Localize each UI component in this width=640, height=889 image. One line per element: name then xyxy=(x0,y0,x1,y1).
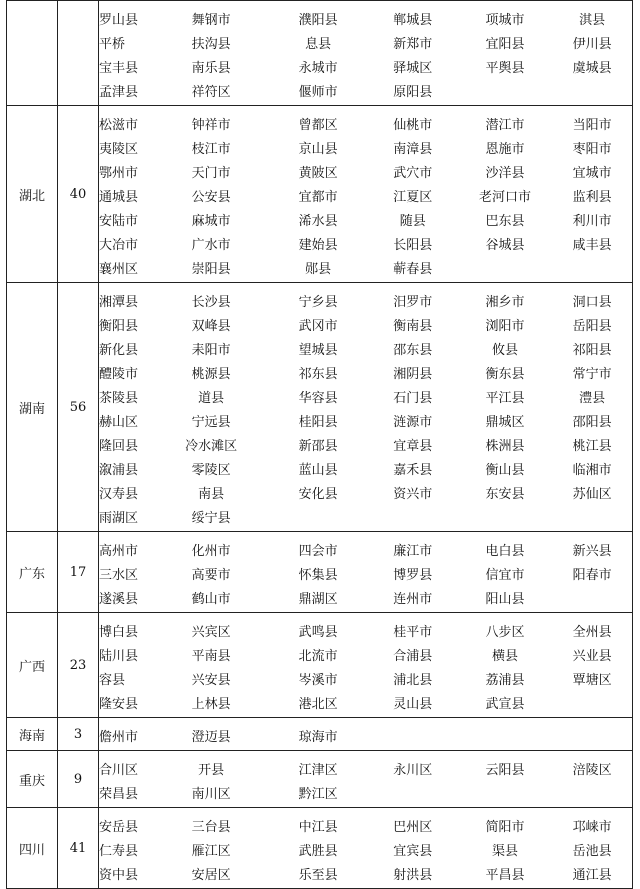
county-name: 枝江市 xyxy=(191,141,231,157)
county-name: 平舆县 xyxy=(485,60,525,76)
county-table xyxy=(6,0,633,889)
county-name: 洞口县 xyxy=(572,294,612,310)
county-name: 鼎城区 xyxy=(485,414,525,430)
county-name: 黔江区 xyxy=(298,786,338,802)
county-name: 淇县 xyxy=(579,12,606,28)
province-name: 湖南 xyxy=(7,283,58,532)
county-name: 新化县 xyxy=(99,342,139,358)
province-name: 广东 xyxy=(7,532,58,613)
county-name: 常宁市 xyxy=(572,366,612,382)
county-name: 崇阳县 xyxy=(191,261,231,277)
county-name: 武胜县 xyxy=(298,843,338,859)
county-name: 鹤山市 xyxy=(191,591,231,607)
county-name: 偃师市 xyxy=(298,84,338,100)
county-list xyxy=(99,106,633,283)
county-line xyxy=(99,618,632,642)
county-name: 阳山县 xyxy=(485,591,525,607)
county-name: 项城市 xyxy=(485,12,525,28)
county-name: 资中县 xyxy=(99,867,139,883)
county-line xyxy=(99,312,632,336)
county-name: 江津区 xyxy=(298,762,338,778)
county-count: 41 xyxy=(58,808,99,889)
county-name: 株洲县 xyxy=(485,438,525,454)
county-name: 利川市 xyxy=(572,213,612,229)
county-name: 澄迈县 xyxy=(191,729,231,745)
county-name: 虞城县 xyxy=(572,60,612,76)
county-name: 濮阳县 xyxy=(298,12,338,28)
county-name: 浠水县 xyxy=(298,213,338,229)
county-name: 三水区 xyxy=(99,567,139,583)
county-line xyxy=(99,384,632,408)
county-name: 兴安县 xyxy=(191,672,231,688)
county-name: 苏仙区 xyxy=(572,486,612,502)
county-name: 合浦县 xyxy=(393,648,433,664)
county-name: 安居区 xyxy=(191,867,231,883)
county-line xyxy=(99,30,632,54)
county-name: 耒阳市 xyxy=(191,342,231,358)
county-name: 宜章县 xyxy=(393,438,433,454)
county-list xyxy=(99,1,633,106)
county-name: 资兴市 xyxy=(393,486,433,502)
county-name: 南县 xyxy=(198,486,225,502)
county-name: 望城县 xyxy=(298,342,338,358)
county-name: 攸县 xyxy=(491,342,518,358)
county-name: 岑溪市 xyxy=(298,672,338,688)
county-name: 宝丰县 xyxy=(99,60,139,76)
county-name: 兴业县 xyxy=(572,648,612,664)
county-name: 涟源市 xyxy=(393,414,433,430)
county-name: 新邵县 xyxy=(298,438,338,454)
county-name: 雁江区 xyxy=(191,843,231,859)
county-name: 阳春市 xyxy=(572,567,612,583)
county-name: 澧县 xyxy=(579,390,606,406)
county-name: 冷水滩区 xyxy=(185,438,238,454)
county-name: 陆川县 xyxy=(99,648,139,664)
county-line xyxy=(99,231,632,255)
county-line xyxy=(99,408,632,432)
county-name: 江夏区 xyxy=(393,189,433,205)
county-name: 浦北县 xyxy=(393,672,433,688)
province-name: 重庆 xyxy=(7,751,58,808)
county-name: 伊川县 xyxy=(572,36,612,52)
county-count: 9 xyxy=(58,751,99,808)
county-line xyxy=(99,111,632,135)
county-name: 潜江市 xyxy=(485,117,525,133)
county-name: 通江县 xyxy=(572,867,612,883)
county-count: 3 xyxy=(58,718,99,751)
county-name: 南川区 xyxy=(191,786,231,802)
county-name: 鼎湖区 xyxy=(298,591,338,607)
county-name: 恩施市 xyxy=(485,141,525,157)
county-name: 岳池县 xyxy=(572,843,612,859)
county-name: 通城县 xyxy=(99,189,139,205)
county-line xyxy=(99,837,632,861)
county-name: 老河口市 xyxy=(478,189,531,205)
county-name: 八步区 xyxy=(485,624,525,640)
county-name: 溆浦县 xyxy=(99,462,139,478)
county-name: 高州市 xyxy=(99,543,139,559)
county-name: 衡山县 xyxy=(485,462,525,478)
county-name: 郧县 xyxy=(305,261,332,277)
province-row xyxy=(7,283,633,532)
county-name: 桂阳县 xyxy=(298,414,338,430)
county-name: 覃塘区 xyxy=(572,672,612,688)
county-line xyxy=(99,537,632,561)
county-name: 信宜市 xyxy=(485,567,525,583)
county-name: 湘潭县 xyxy=(99,294,139,310)
province-name: 海南 xyxy=(7,718,58,751)
province-row xyxy=(7,613,633,718)
county-name: 横县 xyxy=(491,648,518,664)
county-name: 涪陵区 xyxy=(572,762,612,778)
county-name: 监利县 xyxy=(572,189,612,205)
county-line xyxy=(99,360,632,384)
county-name: 琼海市 xyxy=(298,729,338,745)
county-name: 祁阳县 xyxy=(572,342,612,358)
county-line xyxy=(99,480,632,504)
county-line xyxy=(99,288,632,312)
county-name: 安岳县 xyxy=(99,819,139,835)
county-name: 长阳县 xyxy=(393,237,433,253)
county-count: 17 xyxy=(58,532,99,613)
county-name: 天门市 xyxy=(191,165,231,181)
county-name: 黄陂区 xyxy=(298,165,338,181)
county-name: 零陵区 xyxy=(191,462,231,478)
county-name: 开县 xyxy=(198,762,225,778)
county-line xyxy=(99,54,632,78)
county-count: 40 xyxy=(58,106,99,283)
county-name: 汨罗市 xyxy=(393,294,433,310)
county-name: 高要市 xyxy=(191,567,231,583)
county-name: 安化县 xyxy=(298,486,338,502)
county-name: 安陆市 xyxy=(99,213,139,229)
county-name: 港北区 xyxy=(298,696,338,712)
province-name xyxy=(7,1,58,106)
county-name: 桂平市 xyxy=(393,624,433,640)
county-name: 宜都市 xyxy=(298,189,338,205)
county-name: 祥符区 xyxy=(191,84,231,100)
county-name: 绥宁县 xyxy=(191,510,231,526)
province-row xyxy=(7,808,633,889)
province-row xyxy=(7,106,633,283)
county-line xyxy=(99,585,632,609)
county-name: 永川区 xyxy=(393,762,433,778)
county-line xyxy=(99,780,632,804)
county-line xyxy=(99,456,632,480)
county-name: 武鸣县 xyxy=(298,624,338,640)
county-name: 永城市 xyxy=(298,60,338,76)
county-name: 曾都区 xyxy=(298,117,338,133)
county-name: 南漳县 xyxy=(393,141,433,157)
county-name: 新郑市 xyxy=(393,36,433,52)
county-name: 平昌县 xyxy=(485,867,525,883)
county-name: 四会市 xyxy=(298,543,338,559)
county-name: 宜阳县 xyxy=(485,36,525,52)
county-list xyxy=(99,283,633,532)
county-name: 麻城市 xyxy=(191,213,231,229)
county-name: 遂溪县 xyxy=(99,591,139,607)
county-name: 简阳市 xyxy=(485,819,525,835)
county-name: 儋州市 xyxy=(99,729,139,745)
county-name: 湘乡市 xyxy=(485,294,525,310)
county-name: 平江县 xyxy=(485,390,525,406)
county-name: 渠县 xyxy=(491,843,518,859)
county-name: 荔浦县 xyxy=(485,672,525,688)
county-name: 南乐县 xyxy=(191,60,231,76)
county-name: 嘉禾县 xyxy=(393,462,433,478)
county-name: 京山县 xyxy=(298,141,338,157)
county-name: 松滋市 xyxy=(99,117,139,133)
county-line xyxy=(99,504,632,528)
county-name: 大冶市 xyxy=(99,237,139,253)
county-name: 祁东县 xyxy=(298,366,338,382)
county-count xyxy=(58,1,99,106)
county-name: 石门县 xyxy=(393,390,433,406)
county-name: 三台县 xyxy=(191,819,231,835)
county-name: 射洪县 xyxy=(393,867,433,883)
county-table-page xyxy=(6,0,633,889)
county-name: 双峰县 xyxy=(191,318,231,334)
county-name: 化州市 xyxy=(191,543,231,559)
county-line xyxy=(99,723,632,747)
county-name: 巴东县 xyxy=(485,213,525,229)
province-row xyxy=(7,1,633,106)
county-name: 咸丰县 xyxy=(572,237,612,253)
county-name: 蕲春县 xyxy=(393,261,433,277)
county-list xyxy=(99,718,633,751)
county-name: 武穴市 xyxy=(393,165,433,181)
county-name: 建始县 xyxy=(298,237,338,253)
county-count: 23 xyxy=(58,613,99,718)
county-name: 桃江县 xyxy=(572,438,612,454)
county-name: 容县 xyxy=(99,672,126,688)
county-name: 仁寿县 xyxy=(99,843,139,859)
county-name: 宁乡县 xyxy=(298,294,338,310)
county-line xyxy=(99,690,632,714)
county-line xyxy=(99,666,632,690)
county-line xyxy=(99,207,632,231)
county-name: 邛崃市 xyxy=(572,819,612,835)
county-name: 宜宾县 xyxy=(393,843,433,859)
county-name: 隆安县 xyxy=(99,696,139,712)
county-line xyxy=(99,561,632,585)
county-name: 乐至县 xyxy=(298,867,338,883)
county-name: 邵东县 xyxy=(393,342,433,358)
county-name: 襄州区 xyxy=(99,261,139,277)
county-name: 衡南县 xyxy=(393,318,433,334)
county-name: 原阳县 xyxy=(393,84,433,100)
county-list xyxy=(99,808,633,889)
county-name: 谷城县 xyxy=(485,237,525,253)
province-name: 湖北 xyxy=(7,106,58,283)
county-list xyxy=(99,613,633,718)
county-name: 隆回县 xyxy=(99,438,139,454)
county-name: 汉寿县 xyxy=(99,486,139,502)
county-name: 蓝山县 xyxy=(298,462,338,478)
county-name: 浏阳市 xyxy=(485,318,525,334)
county-name: 新兴县 xyxy=(572,543,612,559)
county-name: 上林县 xyxy=(191,696,231,712)
county-name: 华容县 xyxy=(298,390,338,406)
county-count: 56 xyxy=(58,283,99,532)
county-name: 东安县 xyxy=(485,486,525,502)
county-line xyxy=(99,255,632,279)
county-name: 平南县 xyxy=(191,648,231,664)
county-name: 鄂州市 xyxy=(99,165,139,181)
county-name: 连州市 xyxy=(393,591,433,607)
county-name: 沙洋县 xyxy=(485,165,525,181)
county-name: 雨湖区 xyxy=(99,510,139,526)
county-name: 赫山区 xyxy=(99,414,139,430)
county-list xyxy=(99,751,633,808)
county-line xyxy=(99,183,632,207)
province-row xyxy=(7,751,633,808)
county-name: 邵阳县 xyxy=(572,414,612,430)
county-name: 衡东县 xyxy=(485,366,525,382)
county-name: 息县 xyxy=(305,36,332,52)
county-line xyxy=(99,78,632,102)
county-list xyxy=(99,532,633,613)
county-name: 巴州区 xyxy=(393,819,433,835)
county-name: 枣阳市 xyxy=(572,141,612,157)
county-name: 扶沟县 xyxy=(191,36,231,52)
province-row xyxy=(7,532,633,613)
county-name: 全州县 xyxy=(572,624,612,640)
province-name: 广西 xyxy=(7,613,58,718)
county-name: 北流市 xyxy=(298,648,338,664)
county-name: 博罗县 xyxy=(393,567,433,583)
county-name: 宜城市 xyxy=(572,165,612,181)
county-name: 衡阳县 xyxy=(99,318,139,334)
county-line xyxy=(99,6,632,30)
county-name: 钟祥市 xyxy=(191,117,231,133)
county-name: 驿城区 xyxy=(393,60,433,76)
province-name: 四川 xyxy=(7,808,58,889)
county-name: 宁远县 xyxy=(191,414,231,430)
county-name: 郸城县 xyxy=(393,12,433,28)
county-name: 合川区 xyxy=(99,762,139,778)
county-name: 荣昌县 xyxy=(99,786,139,802)
county-name: 云阳县 xyxy=(485,762,525,778)
county-name: 茶陵县 xyxy=(99,390,139,406)
province-row xyxy=(7,718,633,751)
county-name: 醴陵市 xyxy=(99,366,139,382)
county-line xyxy=(99,432,632,456)
county-name: 仙桃市 xyxy=(393,117,433,133)
county-name: 夷陵区 xyxy=(99,141,139,157)
county-line xyxy=(99,336,632,360)
county-name: 廉江市 xyxy=(393,543,433,559)
county-name: 电白县 xyxy=(485,543,525,559)
county-name: 岳阳县 xyxy=(572,318,612,334)
county-name: 舞钢市 xyxy=(191,12,231,28)
county-line xyxy=(99,135,632,159)
county-name: 广水市 xyxy=(191,237,231,253)
county-name: 武冈市 xyxy=(298,318,338,334)
county-name: 桃源县 xyxy=(191,366,231,382)
county-name: 中江县 xyxy=(298,819,338,835)
county-name: 随县 xyxy=(399,213,426,229)
county-name: 博白县 xyxy=(99,624,139,640)
county-name: 兴宾区 xyxy=(191,624,231,640)
county-line xyxy=(99,861,632,885)
county-line xyxy=(99,813,632,837)
county-name: 孟津县 xyxy=(99,84,139,100)
county-name: 湘阴县 xyxy=(393,366,433,382)
county-name: 公安县 xyxy=(191,189,231,205)
county-name: 平桥 xyxy=(99,36,126,52)
county-line xyxy=(99,756,632,780)
county-name: 灵山县 xyxy=(393,696,433,712)
county-name: 道县 xyxy=(198,390,225,406)
county-name: 罗山县 xyxy=(99,12,139,28)
county-name: 临湘市 xyxy=(572,462,612,478)
county-line xyxy=(99,642,632,666)
county-name: 武宣县 xyxy=(485,696,525,712)
county-line xyxy=(99,159,632,183)
county-name: 怀集县 xyxy=(298,567,338,583)
county-name: 长沙县 xyxy=(191,294,231,310)
county-name: 当阳市 xyxy=(572,117,612,133)
